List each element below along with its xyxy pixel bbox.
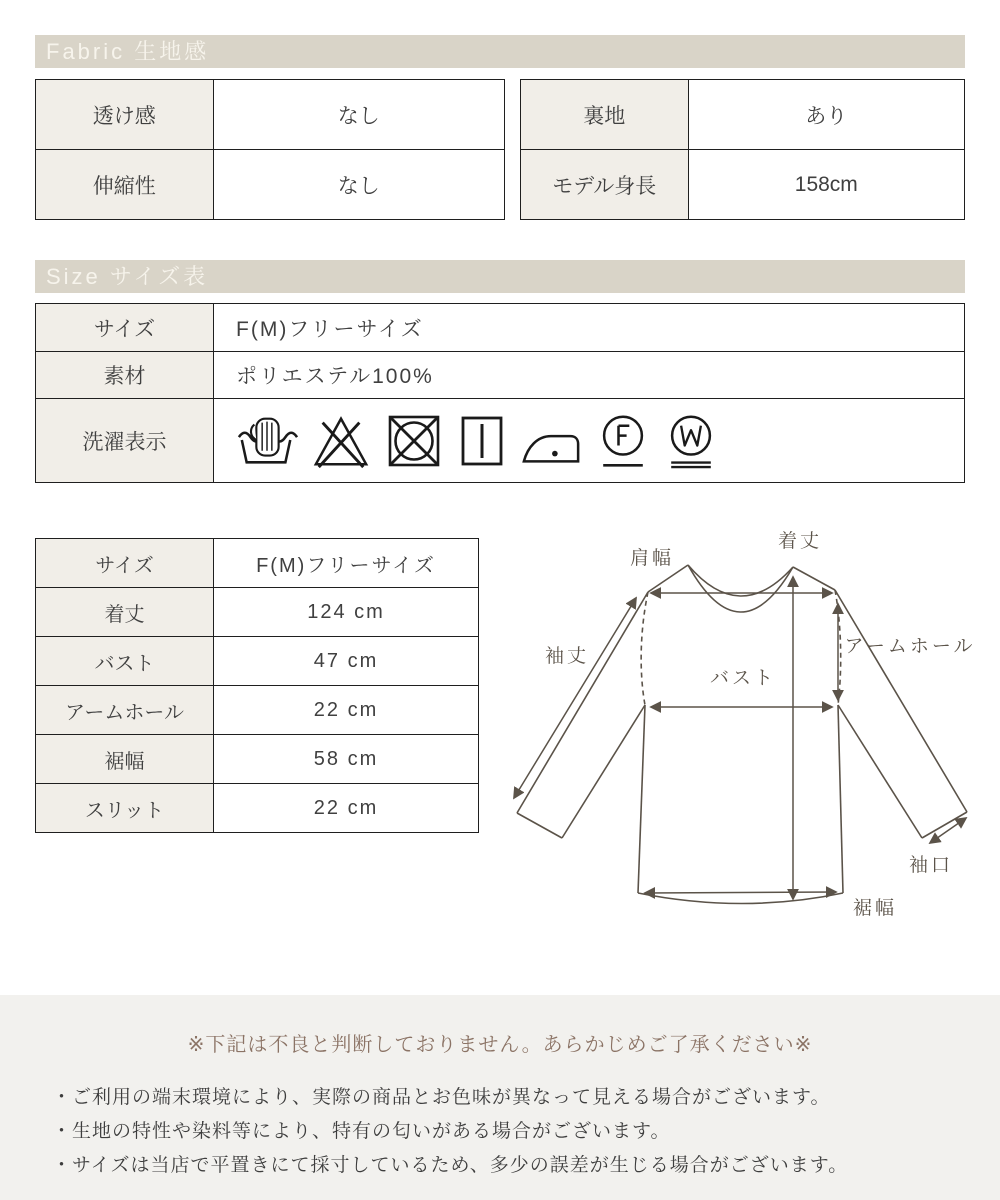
row-value: 22 cm: [214, 686, 479, 735]
table-row: [36, 735, 479, 784]
measurement-arrows: [514, 577, 966, 899]
note-item: ・サイズは当店で平置きにて採寸しているため、多少の誤差が生じる場合がございます。: [52, 1155, 849, 1176]
table-row: [36, 539, 479, 588]
size-section-header: Size サイズ表: [35, 260, 965, 293]
sleeve-length-label: 袖丈: [544, 646, 590, 667]
table-row: [36, 399, 965, 483]
row-label: バスト: [36, 637, 214, 686]
table-row: [36, 784, 479, 833]
notes-title: ※下記は不良と判断しておりません。あらかじめご了承ください※: [187, 1034, 813, 1056]
row-value: F(M)フリーサイズ: [214, 539, 479, 588]
cuff-label: 袖口: [908, 855, 954, 876]
fabric-table-right: [520, 79, 965, 220]
row-label: 伸縮性: [36, 150, 214, 220]
notes-list: [0, 1081, 1000, 1183]
row-label: 着丈: [36, 588, 214, 637]
row-label: 裾幅: [36, 735, 214, 784]
row-value: なし: [213, 150, 504, 220]
table-row: [36, 80, 505, 150]
table-row: [36, 352, 965, 399]
laundry-care-icons: [236, 410, 964, 472]
disclaimer-notes: [0, 995, 1000, 1200]
row-value: F(M)フリーサイズ: [214, 304, 965, 352]
note-item: ・生地の特性や染料等により、特有の匂いがある場合がございます。: [52, 1121, 671, 1142]
garment-outline: [517, 565, 967, 904]
hem-width-label: 裾幅: [852, 898, 898, 919]
row-value: なし: [213, 80, 504, 150]
table-row: [36, 304, 965, 352]
table-row: [36, 686, 479, 735]
bust-label: バスト: [709, 668, 777, 689]
length-label: 着丈: [777, 531, 823, 552]
note-item: ・ご利用の端末環境により、実際の商品とお色味が異なって見える場合がございます。: [52, 1087, 831, 1108]
table-row: [36, 637, 479, 686]
row-value: 158cm: [688, 150, 964, 220]
fabric-section-header: Fabric 生地感: [35, 35, 965, 68]
row-value: 124 cm: [214, 588, 479, 637]
fabric-tables: [35, 79, 965, 220]
shoulder-width-label: 肩幅: [629, 548, 675, 569]
row-value: 47 cm: [214, 637, 479, 686]
do-not-tumble-dry-icon: [384, 410, 444, 472]
row-value: 58 cm: [214, 735, 479, 784]
do-not-bleach-icon: [312, 410, 370, 472]
row-value: あり: [688, 80, 964, 150]
hand-wash-icon: [236, 410, 298, 472]
measurements-table: [35, 538, 479, 833]
row-label: アームホール: [36, 686, 214, 735]
dry-clean-F-icon: [596, 410, 650, 472]
table-row: [36, 150, 505, 220]
row-label: モデル身長: [520, 150, 688, 220]
size-info-table: [35, 303, 965, 483]
row-label: 裏地: [520, 80, 688, 150]
size-detail-area: [35, 483, 976, 940]
garment-measure-diagram: [490, 520, 990, 940]
row-label: 洗濯表示: [36, 399, 214, 483]
row-label: サイズ: [36, 304, 214, 352]
table-row: [520, 80, 964, 150]
armhole-label: アームホール: [844, 636, 976, 657]
iron-low-icon: [520, 410, 582, 472]
row-label: スリット: [36, 784, 214, 833]
row-label: 透け感: [36, 80, 214, 150]
row-label: 素材: [36, 352, 214, 399]
table-row: [520, 150, 964, 220]
table-row: [36, 588, 479, 637]
care-symbols-cell: [214, 399, 965, 483]
row-value: 22 cm: [214, 784, 479, 833]
fabric-table-left: [35, 79, 505, 220]
row-label: サイズ: [36, 539, 214, 588]
wet-clean-W-icon: [664, 410, 718, 472]
row-value: ポリエステル100%: [214, 352, 965, 399]
line-dry-icon: [458, 410, 506, 472]
